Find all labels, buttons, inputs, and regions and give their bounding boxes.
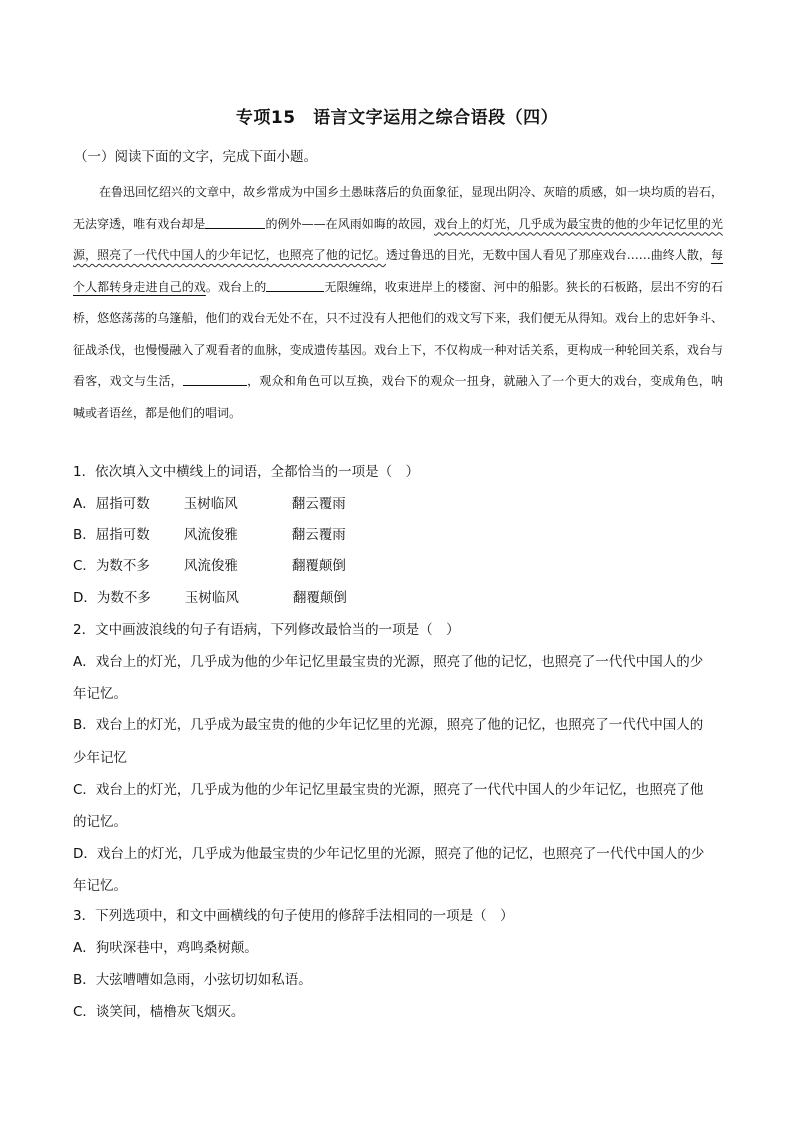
option-letter: C．: [73, 558, 96, 574]
underlined-sentence: 每个人都转身走进自己的戏: [73, 248, 723, 294]
question-3-stem: 3．下列选项中，和文中画横线的句子使用的修辞手法相同的一项是（ ）: [73, 908, 514, 924]
passage-text-1: 在鲁迅回忆绍兴的文章中，故乡常成为中国乡土愚昧落后的负面象征，显现出阴冷、灰暗的质感，如一块均质的岩石，无法穿透，唯有戏台却是: [73, 185, 724, 231]
question-2-option-d-line-1: D．戏台上的灯光，几乎成为他最宝贵的少年记忆里的光源，照亮了他的记忆，也照亮了一代代中国人的少: [73, 846, 705, 862]
passage-text-4: 。戏台上的: [205, 279, 267, 294]
question-2-option-d-line-2: 年记忆。: [73, 878, 127, 894]
option-word-1: 为数不多: [96, 590, 151, 606]
option-word-2: 风流俊雅: [183, 527, 238, 543]
option-word-3: 翻云覆雨: [291, 496, 346, 512]
blank-1: [205, 216, 265, 229]
question-2-option-b-line-2: 少年记忆: [73, 750, 127, 766]
page-title: 专项15 语言文字运用之综合语段（四）: [235, 108, 559, 128]
question-2-option-c-line-2: 的记忆。: [73, 814, 127, 830]
reading-passage: [73, 177, 723, 429]
question-3-option-a: A．狗吠深巷中，鸡鸣桑树颠。: [73, 940, 258, 956]
wavy-underlined-sentence: 戏台上的灯光，几乎成为最宝贵的他的少年记忆里的光源，照亮了一代代中国人的少年记忆，也照亮了他的记忆。: [73, 216, 723, 262]
question-3-option-c: C．谈笑间，樯橹灰飞烟灭。: [73, 1004, 245, 1020]
question-2-option-a-line-1: A．戏台上的灯光，几乎成为他的少年记忆里最宝贵的光源，照亮了他的记忆，也照亮了一代代中国人的少: [73, 654, 704, 670]
question-1-stem: 1．依次填入文中横线上的词语，全都恰当的一项是（ ）: [73, 464, 420, 480]
option-letter: D．: [73, 590, 97, 606]
option-word-2: 风流俊雅: [183, 558, 238, 574]
question-2-option-a-line-2: 年记忆。: [73, 686, 127, 702]
section-heading: （一）阅读下面的文字，完成下面小题。: [74, 149, 317, 165]
option-word-3: 翻云覆雨: [291, 527, 346, 543]
option-word-1: 屈指可数: [95, 496, 150, 512]
option-letter: B．: [73, 527, 96, 543]
question-1-option-d: [73, 582, 725, 614]
passage-text-6: ，观众和角色可以互换，戏台下的观众一扭身，就融入了一个更大的戏台，变成角色，呐喊或者语丝，都是他们的唱词。: [73, 374, 723, 420]
passage-text-3: 透过鲁迅的目光，无数中国人看见了那座戏台……曲终人散，: [385, 248, 711, 262]
passage-text-2: 的例外——在风雨如晦的故园，: [265, 216, 435, 231]
passage-text-5: 无限缠绵，收束进岸上的楼窗、河中的船影。狭长的石板路，层出不穷的石桥，悠悠荡荡的乌篷船，他们的戏台无处不在，只不过没有人把他们的戏文写下来，我们便无从得知。戏台上的忠奸争斗、征战杀伐，也慢慢融入了观看者的血脉，变成遗传基因。戏台上下，不仅构成一种对话关系，更构成一种轮回关系，戏台与看客，戏文与生活，: [73, 279, 723, 388]
option-word-1: 屈指可数: [95, 527, 150, 543]
question-2-option-c-line-1: C．戏台上的灯光，几乎成为他的少年记忆里最宝贵的光源，照亮了一代代中国人的少年记忆，也照亮了他: [73, 782, 704, 798]
option-word-1: 为数不多: [95, 558, 150, 574]
option-letter: A．: [73, 496, 96, 512]
question-2-stem: 2．文中画波浪线的句子有语病，下列修改最恰当的一项是（ ）: [73, 622, 460, 638]
question-1-option-c: [73, 550, 725, 582]
question-2-option-b-line-1: B．戏台上的灯光，几乎成为最宝贵的他的少年记忆里的光源，照亮了他的记忆，也照亮了一代代中国人的: [73, 717, 704, 733]
question-1-option-a: [73, 488, 725, 520]
option-word-2: 玉树临风: [183, 496, 238, 512]
option-word-2: 玉树临风: [184, 590, 239, 606]
blank-2: [266, 279, 324, 292]
option-word-3: 翻覆颠倒: [291, 558, 346, 574]
blank-3: [183, 373, 247, 386]
question-1-option-b: [73, 519, 725, 551]
option-word-3: 翻覆颠倒: [292, 590, 347, 606]
question-3-option-b: B．大弦嘈嘈如急雨，小弦切切如私语。: [73, 972, 312, 988]
